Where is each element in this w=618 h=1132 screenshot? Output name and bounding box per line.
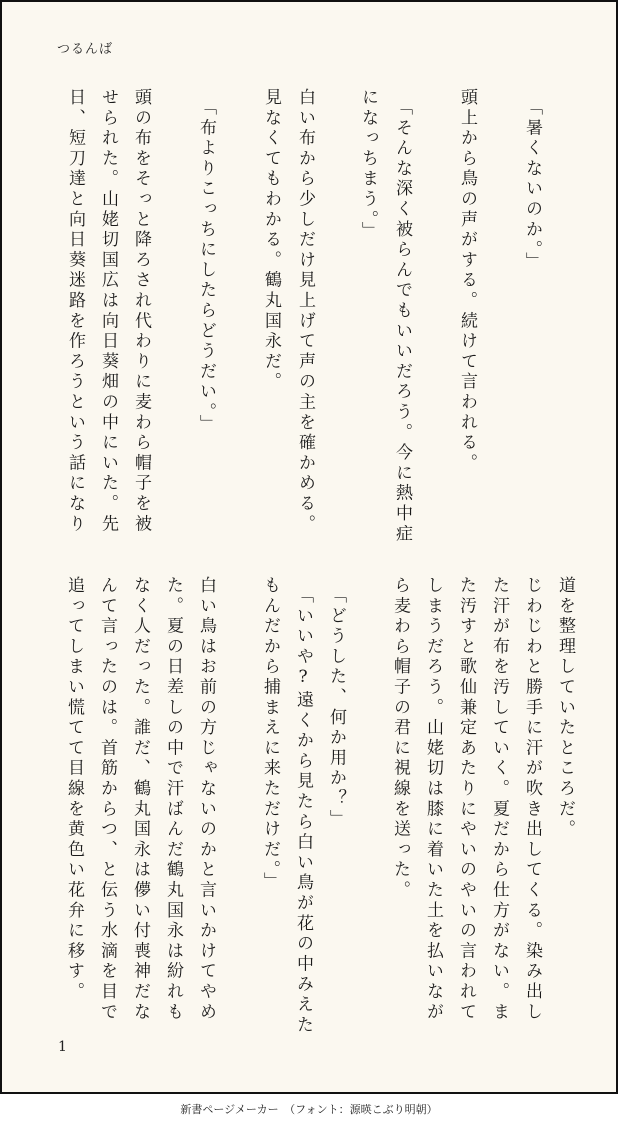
text-column: んて言ったのは。首筋からつ、と伝う水滴を目で — [97, 576, 117, 1023]
text-column: もんだから捕まえに来ただけだ。」 — [260, 576, 280, 893]
text-column: 「どうした、何か用か？」 — [326, 586, 346, 830]
text-column: 日、短刀達と向日葵迷路を作ろうという話になり — [65, 88, 85, 535]
text-column: になっちまう。」 — [358, 88, 378, 242]
text-column: しまうだろう。山姥切は膝に着いた土を払いなが — [423, 576, 443, 1023]
text-column: た汚すと歌仙兼定あたりにやいのやいの言われて — [456, 576, 476, 1023]
page-number: 1 — [58, 1039, 67, 1055]
text-column: 見なくてもわかる。鶴丸国永だ。 — [261, 88, 281, 393]
text-column: 「暑くないのか。」 — [522, 98, 542, 273]
text-column: 白い布から少しだけ見上げて声の主を確かめる。 — [295, 88, 315, 535]
text-column: ら麦わら帽子の君に視線を送った。 — [390, 576, 410, 901]
text-column: せられた。山姥切国広は向日葵畑の中にいた。先 — [98, 88, 118, 535]
text-column: 「そんな深く被らんでもいいだろう。今に熱中症 — [392, 98, 412, 545]
text-column: 「いいや?遠くから見たら白い鳥が花の中みえた — [293, 586, 313, 1036]
text-column: 追ってしまい慌てて目線を黄色い花弁に移す。 — [64, 576, 84, 1003]
text-column: 道を整理していたところだ。 — [555, 576, 575, 840]
page-header-title: つるんば — [57, 42, 114, 57]
text-column: じわじわと勝手に汗が吹き出してくる。染み出し — [522, 576, 542, 1023]
text-column: なく人だった。誰だ、鶴丸国永は儚い付喪神だな — [130, 576, 150, 1023]
text-column: た汗が布を汚していく。夏だから仕方がない。ま — [489, 576, 509, 1023]
text-column: 頭上から鳥の声がする。続けて言われる。 — [457, 88, 477, 474]
text-column: 頭の布をそっと降ろされ代わりに麦わら帽子を被 — [131, 88, 151, 535]
text-column: 白い鳥はお前の方じゃないのかと言いかけてやめ — [196, 576, 216, 1023]
footer-credit: 新書ページメーカー （フォント：源暎こぶり明朝） — [180, 1103, 438, 1116]
text-column: 「布よりこっちにしたらどうだい。」 — [196, 98, 216, 435]
text-column: た。夏の日差しの中で汗ばんだ鶴丸国永は紛れも — [163, 576, 183, 1023]
